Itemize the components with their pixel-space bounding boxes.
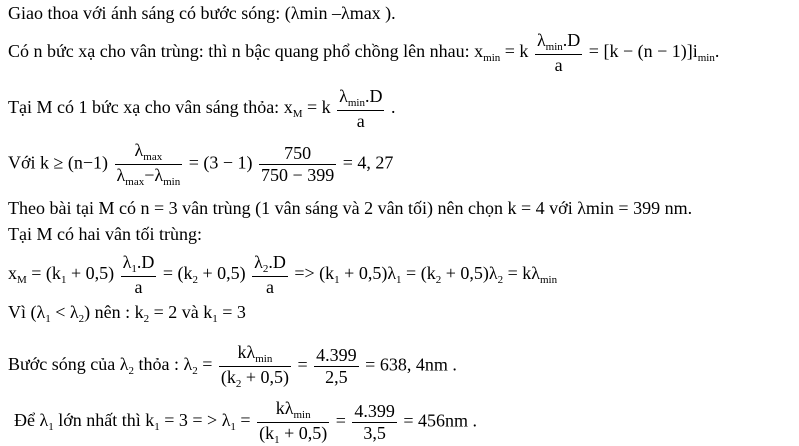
line-3 bbox=[8, 86, 395, 131]
line-10: Để $\lambda_1$ lớn nhất thì $k_1 = 3$ = > $\lambda_1$ = $\frac{k\lambda_{min}}{(k_1 + 0,5)}$ = $\frac{4.399}{3,5}$ = 456nm . bbox=[14, 398, 478, 446]
fringe-width-expr: = $[k - (n - 1)]i_{min}$. bbox=[588, 40, 720, 64]
fraction-numeric: $\frac{4.399}{2,5}$ bbox=[316, 344, 357, 387]
line-9-result: = 638, 4nm . bbox=[365, 354, 457, 375]
fraction-k-lambda-min: $\frac{k\lambda_{min}}{(k_1 + 0,5)}$ bbox=[259, 398, 328, 446]
x-m-var: $x_M$ bbox=[283, 96, 303, 120]
line-4-mid: = (3 − 1) bbox=[188, 152, 253, 173]
line-3-text: Tại M có 1 bức xạ cho vân sáng thỏa: bbox=[8, 96, 280, 117]
line-2 bbox=[8, 30, 719, 75]
expr-k1: = $(k_1 + 0,5)$ bbox=[31, 262, 115, 286]
line-10-text: Để $\lambda_1$ lớn nhất thì $k_1 = 3$ = > $\lambda_1$ = bbox=[14, 410, 251, 434]
equals-k: = k bbox=[504, 40, 529, 61]
fraction-lambda-min-d-over-a: $\frac{\lambda_{min}.D}{a}$ bbox=[536, 30, 581, 75]
line-4 bbox=[8, 140, 393, 188]
line-4-text: Với k ≥ (n−1) bbox=[8, 152, 109, 173]
line-8 bbox=[8, 303, 246, 325]
expr-equality-chain: => $(k_1 + 0,5)\lambda_1 = (k_2 + 0,5)\lambda_2 = k\lambda_{min}$ bbox=[294, 262, 558, 286]
line-6-text: Tại M có hai vân tối trùng: bbox=[8, 224, 202, 244]
line-3-end: . bbox=[390, 96, 396, 117]
expr-k2: = $(k_2 + 0,5)$ bbox=[162, 262, 246, 286]
line-9-text: Bước sóng của $\lambda_2$ thỏa : $\lambda_2$ = bbox=[8, 354, 213, 378]
line-9: Bước sóng của $\lambda_2$ thỏa : $\lambda_2$ = $\frac{k\lambda_{min}}{(k_2 + 0,5)}$ = $\frac{4.399}{2,5}$ = 638, 4nm . bbox=[8, 342, 457, 390]
line-1 bbox=[8, 4, 396, 22]
line-6 bbox=[8, 225, 202, 243]
x-m-var: $x_M$ bbox=[8, 262, 27, 286]
fraction-lambda-min-d-over-a: $\frac{\lambda_{min}.D}{a}$ bbox=[339, 86, 383, 131]
fraction-numeric: $\frac{750}{750 - 399}$ bbox=[261, 142, 335, 185]
line-5 bbox=[8, 199, 692, 217]
fraction-lambda-max-ratio: $\frac{\lambda_{max}}{\lambda_{max}-\lambda_{min}}$ bbox=[116, 140, 181, 188]
fraction-lambda2-d-over-a: $\frac{\lambda_2.D}{a}$ bbox=[254, 252, 286, 297]
x-min-var: $x_{min}$ bbox=[474, 40, 501, 64]
fraction-numeric: $\frac{4.399}{3,5}$ bbox=[354, 400, 395, 443]
equals-k: = k bbox=[306, 96, 331, 117]
fraction-k-lambda-min: $\frac{k\lambda_{min}}{(k_2 + 0,5)}$ bbox=[220, 342, 290, 390]
line-2-text: Có n bức xạ cho vân trùng: thì n bậc quang phổ chồng lên nhau: bbox=[8, 40, 470, 61]
line-1-text: Giao thoa với ánh sáng có bước sóng: (λmin –λmax ). bbox=[8, 3, 396, 23]
fraction-lambda1-d-over-a: $\frac{\lambda_1.D}{a}$ bbox=[122, 252, 155, 297]
line-8-text: Vì $(\lambda_1 < \lambda_2)$ nên : $k_2 = 2$ và $k_1 = 3$ bbox=[8, 302, 246, 325]
line-5-text: Theo bài tại M có n = 3 vân trùng (1 vân sáng và 2 vân tối) nên chọn k = 4 với λmin = 399 nm. bbox=[8, 198, 693, 218]
line-10-result: = 456nm . bbox=[403, 410, 478, 431]
line-4-result: = 4, 27 bbox=[342, 152, 394, 173]
line-7 bbox=[8, 252, 557, 297]
